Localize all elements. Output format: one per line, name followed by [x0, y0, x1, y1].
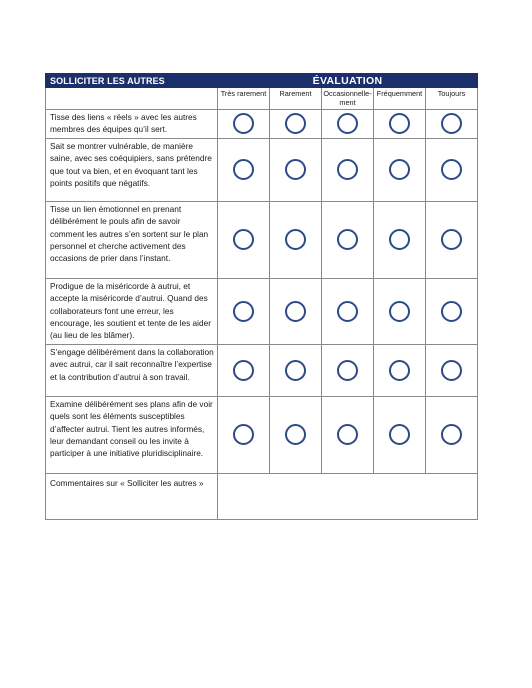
- radio-rarement[interactable]: [285, 113, 306, 134]
- radio-tres-rarement[interactable]: [233, 424, 254, 445]
- radio-tres-rarement[interactable]: [233, 229, 254, 250]
- scale-header-row: [46, 88, 478, 110]
- radio-rarement[interactable]: [285, 229, 306, 250]
- item-text: S’engage délibérément dans la collaboration avec autrui, car il sait reconnaître l’expertise et la contribution d’autrui à son travail.: [46, 344, 218, 396]
- option-cell: [218, 110, 270, 139]
- scale-label-rarement: Rarement: [270, 88, 322, 110]
- option-cell: [270, 396, 322, 473]
- option-cell: [426, 396, 478, 473]
- radio-occasionnellement[interactable]: [337, 113, 358, 134]
- radio-occasionnellement[interactable]: [337, 360, 358, 381]
- radio-frequemment[interactable]: [389, 159, 410, 180]
- option-cell: [426, 278, 478, 344]
- radio-frequemment[interactable]: [389, 113, 410, 134]
- item-text: Prodigue de la miséricorde à autrui, et accepte la miséricorde d’autrui. Quand des collaborateurs font une erreur, les encourage, les soutient et tente de les aider (au lieu de les blâmer).: [46, 278, 218, 344]
- option-cell: [218, 278, 270, 344]
- option-cell: [218, 396, 270, 473]
- option-cell: [218, 138, 270, 201]
- item-row: [46, 278, 478, 344]
- radio-frequemment[interactable]: [389, 229, 410, 250]
- item-row: [46, 110, 478, 139]
- option-cell: [218, 344, 270, 396]
- radio-frequemment[interactable]: [389, 424, 410, 445]
- radio-toujours[interactable]: [441, 113, 462, 134]
- option-cell: [322, 344, 374, 396]
- option-cell: [426, 344, 478, 396]
- scale-label-tres-rarement: Très rarement: [218, 88, 270, 110]
- option-cell: [270, 278, 322, 344]
- option-cell: [270, 344, 322, 396]
- option-cell: [374, 278, 426, 344]
- comments-row: [46, 473, 478, 519]
- radio-occasionnellement[interactable]: [337, 229, 358, 250]
- radio-rarement[interactable]: [285, 159, 306, 180]
- option-cell: [322, 396, 374, 473]
- option-cell: [426, 110, 478, 139]
- radio-toujours[interactable]: [441, 159, 462, 180]
- option-cell: [322, 278, 374, 344]
- item-row: [46, 201, 478, 278]
- radio-rarement[interactable]: [285, 424, 306, 445]
- evaluation-table: [45, 73, 478, 520]
- scale-label-toujours: Toujours: [426, 88, 478, 110]
- radio-occasionnellement[interactable]: [337, 301, 358, 322]
- option-cell: [426, 138, 478, 201]
- radio-tres-rarement[interactable]: [233, 113, 254, 134]
- radio-tres-rarement[interactable]: [233, 159, 254, 180]
- option-cell: [322, 138, 374, 201]
- item-text: Tisse des liens « réels » avec les autres membres des équipes qu’il sert.: [46, 110, 218, 139]
- radio-occasionnellement[interactable]: [337, 159, 358, 180]
- radio-frequemment[interactable]: [389, 301, 410, 322]
- header-band: [46, 74, 478, 88]
- radio-toujours[interactable]: [441, 229, 462, 250]
- item-row: [46, 344, 478, 396]
- radio-rarement[interactable]: [285, 360, 306, 381]
- option-cell: [426, 201, 478, 278]
- radio-occasionnellement[interactable]: [337, 424, 358, 445]
- option-cell: [374, 201, 426, 278]
- scale-label-occasionnellement-text: Occasionnelle- ment: [323, 89, 372, 107]
- item-text: Tisse un lien émotionnel en prenant délibérément le pouls afin de savoir comment les autres s’en sortent sur le plan personnel et cherche activement des occasions de prier dans l’instant.: [46, 201, 218, 278]
- option-cell: [322, 201, 374, 278]
- item-text: Sait se montrer vulnérable, de manière saine, avec ses coéquipiers, sans prétendre que tout va bien, et en évoquant tant les points positifs que négatifs.: [46, 138, 218, 201]
- section-title: SOLLICITER LES AUTRES: [46, 74, 218, 88]
- option-cell: [374, 138, 426, 201]
- option-cell: [374, 396, 426, 473]
- comments-field[interactable]: [218, 473, 478, 519]
- item-row: [46, 138, 478, 201]
- scale-label-frequemment: Fréquemment: [374, 88, 426, 110]
- item-text: Examine délibérément ses plans afin de voir quels sont les éléments susceptibles d’affecter autrui. Tient les autres informés, leur demandant conseil ou les invite à participer à une initiative pluridisciplinaire.: [46, 396, 218, 473]
- option-cell: [218, 201, 270, 278]
- radio-frequemment[interactable]: [389, 360, 410, 381]
- option-cell: [322, 110, 374, 139]
- radio-toujours[interactable]: [441, 424, 462, 445]
- option-cell: [374, 344, 426, 396]
- option-cell: [374, 110, 426, 139]
- scale-label-occasionnellement: [322, 88, 374, 110]
- option-cell: [270, 138, 322, 201]
- radio-toujours[interactable]: [441, 301, 462, 322]
- item-row: [46, 396, 478, 473]
- option-cell: [270, 110, 322, 139]
- scale-header-empty: [46, 88, 218, 110]
- radio-rarement[interactable]: [285, 301, 306, 322]
- option-cell: [270, 201, 322, 278]
- evaluation-title: ÉVALUATION: [218, 74, 478, 88]
- comments-label: Commentaires sur « Solliciter les autres »: [46, 473, 218, 519]
- radio-tres-rarement[interactable]: [233, 301, 254, 322]
- radio-tres-rarement[interactable]: [233, 360, 254, 381]
- radio-toujours[interactable]: [441, 360, 462, 381]
